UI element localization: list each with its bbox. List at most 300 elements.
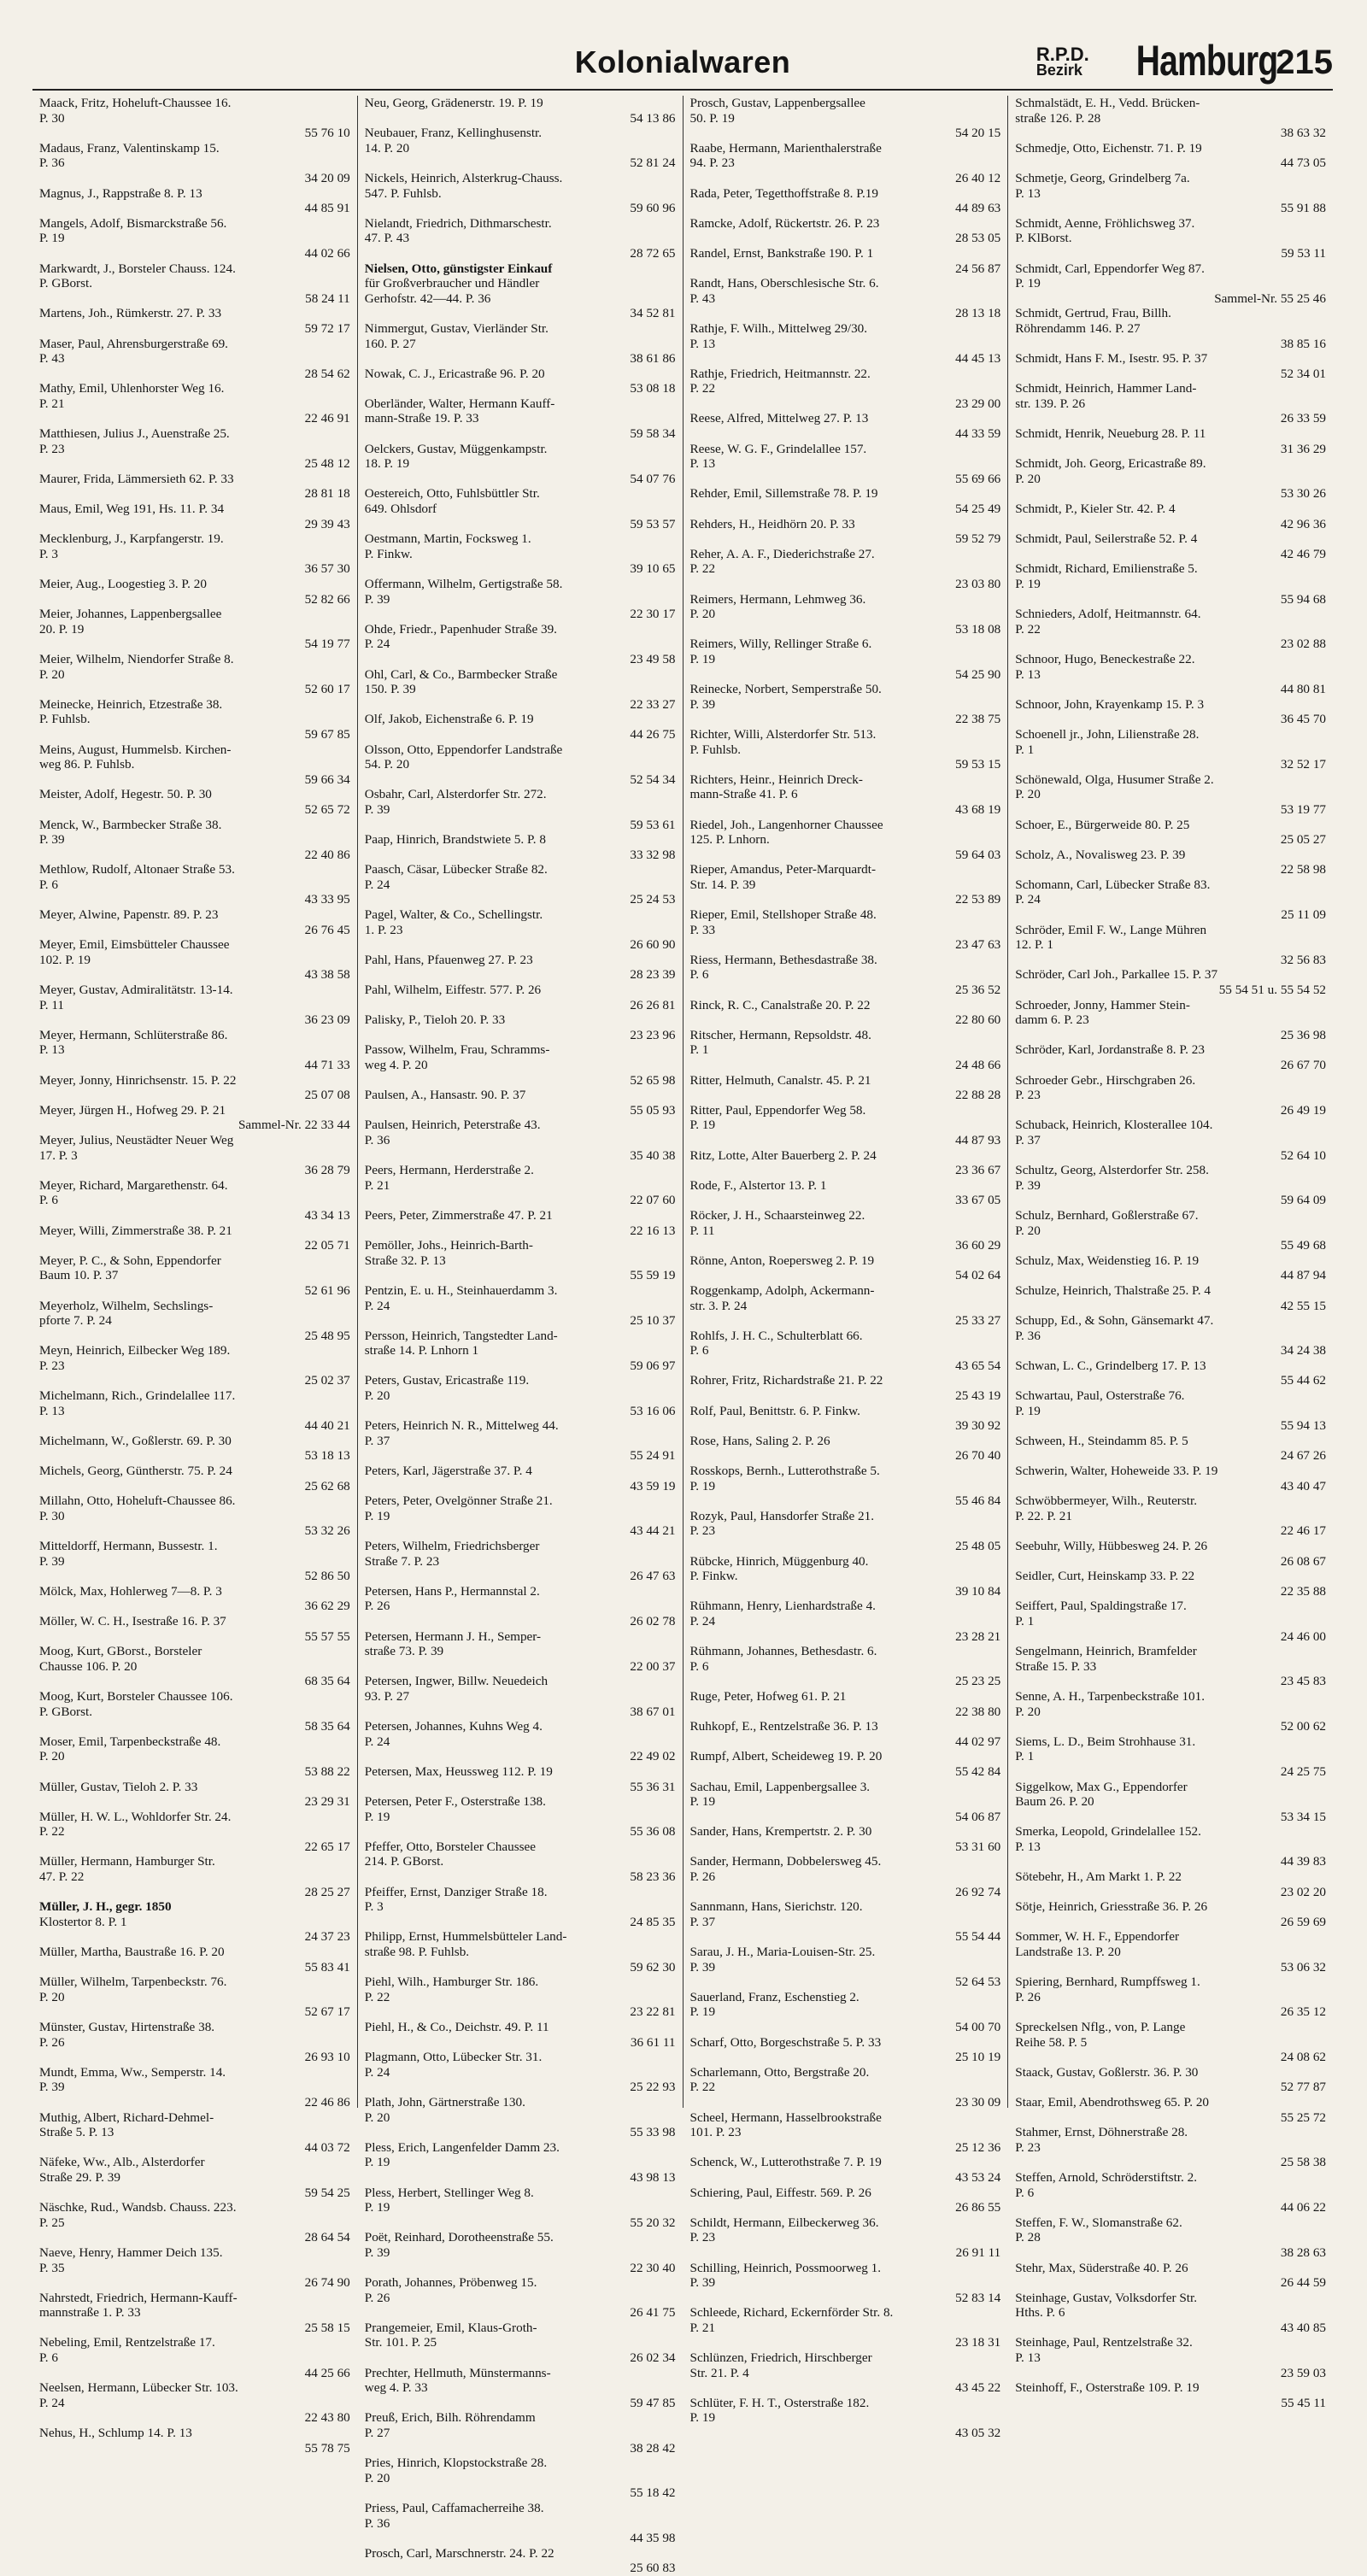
directory-entry (1015, 1283, 1326, 1313)
directory-entry (365, 321, 676, 367)
entry-line: 150. P. 39 (364, 682, 416, 697)
entry-line: 25 10 37 (630, 1313, 676, 1329)
entry-name-address: Ruhkopf, E., Rentzelstraße 36. P. 13 (689, 1719, 878, 1734)
entry-name-address: Steffen, F. W., Slomanstraße 62. (1015, 2215, 1182, 2230)
directory-entry (690, 2261, 1001, 2306)
entry-line: P. 22 (364, 1989, 390, 2004)
entry-name-address: Sötebehr, H., Am Markt 1. P. 22 (1015, 1869, 1182, 1885)
directory-entry (39, 2426, 350, 2456)
entry-name-address: Paap, Hinrich, Brandstwiete 5. P. 8 (364, 832, 546, 848)
directory-entry (39, 787, 350, 817)
directory-entry (365, 953, 676, 983)
entry-line: Röhrendamm 146. P. 27 (1015, 320, 1141, 336)
directory-entry (39, 2065, 350, 2110)
entry-line: P. 19 (364, 1508, 390, 1523)
directory-entry (365, 261, 676, 321)
entry-line: P. 43 (689, 290, 716, 306)
entry-line: 43 45 22 (955, 2380, 1001, 2396)
entry-line: 55 94 68 (1280, 591, 1326, 607)
entry-line: 26 44 59 (1280, 2275, 1326, 2291)
entry-name-address: Schulze, Heinrich, Thalstraße 25. P. 4 (1015, 1282, 1211, 1298)
directory-entry (365, 2230, 676, 2275)
directory-entry (365, 1418, 676, 1464)
directory-entry (690, 547, 1001, 592)
directory-entry (365, 983, 676, 1012)
entry-line: Straße 5. P. 13 (39, 2125, 114, 2140)
directory-entry (365, 531, 676, 577)
entry-line: 53 16 06 (630, 1403, 676, 1418)
entry-name-address: Oestereich, Otto, Fuhlsbüttler Str. (364, 486, 540, 502)
directory-entry (365, 1373, 676, 1418)
directory-entry (39, 96, 350, 141)
directory-entry (365, 2456, 676, 2501)
entry-line: damm 6. P. 23 (1015, 1012, 1089, 1028)
entry-name-address: Scharf, Otto, Borgeschstraße 5. P. 33 (689, 2034, 882, 2050)
entry-name-address: Moser, Emil, Tarpenbeckstraße 48. (39, 1734, 221, 1749)
directory-entry (1015, 772, 1326, 818)
entry-name-address: Scharlemann, Otto, Bergstraße 20. (689, 2064, 870, 2080)
entry-name-address: Schmidt, Gertrud, Frau, Billh. (1015, 306, 1171, 321)
entry-line: 59 53 15 (955, 757, 1001, 772)
directory-entry (1015, 1734, 1326, 1780)
directory-entry (365, 2050, 676, 2095)
entry-line: P. 26 (1015, 1989, 1041, 2004)
entry-name-address: Riess, Hermann, Bethesdastraße 38. (689, 952, 877, 967)
entry-line: 94. P. 23 (689, 155, 735, 171)
directory-entry (39, 2291, 350, 2336)
entry-line: 25 22 93 (630, 2080, 676, 2095)
directory-entry (39, 2380, 350, 2426)
entry-line: 28 54 62 (304, 366, 350, 381)
entry-name-address: Pahl, Wilhelm, Eiffestr. 577. P. 26 (364, 983, 542, 998)
directory-entry (39, 1644, 350, 1689)
entry-name-address: Neu, Georg, Grädenerstr. 19. P. 19 (364, 96, 543, 110)
entry-line: 26 59 69 (1280, 1914, 1326, 1929)
entry-name-address: Maser, Paul, Ahrensburgerstraße 69. (39, 336, 228, 351)
entry-line: 22 65 17 (304, 1839, 350, 1854)
region-abbreviation: R.P.D. (1036, 44, 1089, 65)
directory-entry (1015, 1358, 1326, 1388)
entry-name-address: Peers, Peter, Zimmerstraße 47. P. 21 (364, 1207, 553, 1223)
entry-line: P. 6 (39, 2350, 58, 2366)
entry-line: 52 65 72 (304, 801, 350, 817)
directory-entry (365, 367, 676, 396)
directory-entry (39, 607, 350, 652)
entry-line: 22 49 02 (630, 1749, 676, 1764)
entry-name-address: Ritter, Paul, Eppendorfer Weg 58. (689, 1102, 866, 1118)
entry-name-address: Reimers, Hermann, Lehmweg 36. (689, 591, 866, 607)
entry-line: P. 11 (689, 1223, 715, 1238)
directory-entry (690, 907, 1001, 953)
entry-line: 59 64 03 (955, 847, 1001, 862)
entry-line: P. 3 (39, 546, 58, 561)
directory-entry (1015, 381, 1326, 426)
directory-entry (39, 186, 350, 216)
entry-name-address: Sötje, Heinrich, Griesstraße 36. P. 26 (1015, 1899, 1208, 1915)
entry-name-address: Schomann, Carl, Lübecker Straße 83. (1015, 877, 1211, 892)
entry-name-address: Siggelkow, Max G., Eppendorfer (1015, 1779, 1188, 1794)
directory-entry (39, 1103, 350, 1133)
entry-line: P. 20 (364, 1388, 390, 1404)
entry-line: 53 19 77 (1280, 801, 1326, 817)
entry-line: P. 39 (689, 696, 716, 712)
directory-entry (1015, 652, 1326, 697)
directory-entry (365, 1719, 676, 1764)
directory-entry (365, 1584, 676, 1629)
entry-line: P. 43 (39, 351, 65, 367)
entry-line: 25 58 15 (304, 2320, 350, 2335)
directory-entry (39, 1133, 350, 1178)
directory-entry (39, 2335, 350, 2380)
entry-line: 26 08 67 (1280, 1553, 1326, 1569)
entry-name-address: Paasch, Cäsar, Lübecker Straße 82. (364, 862, 548, 877)
entry-name-address: Priess, Paul, Caffamacherreihe 38. (364, 2501, 544, 2515)
entry-line: 55 33 98 (630, 2125, 676, 2140)
directory-entry (39, 1539, 350, 1584)
directory-entry (365, 1118, 676, 1163)
entry-name-address: Olsson, Otto, Eppendorfer Landstraße (364, 742, 563, 757)
entry-name-address: Schoenell jr., John, Lilienstraße 28. (1015, 726, 1200, 742)
entry-line: 53 30 26 (1280, 486, 1326, 502)
entry-line: 25 36 52 (955, 983, 1001, 998)
directory-entry (365, 486, 676, 531)
entry-line: P. 26 (364, 1599, 390, 1614)
directory-entry (690, 321, 1001, 367)
directory-entry (365, 1674, 676, 1719)
entry-line: 23 28 21 (955, 1628, 1001, 1644)
entry-line: 53 31 60 (955, 1839, 1001, 1854)
entry-name-address: Methlow, Rudolf, Altonaer Straße 53. (39, 862, 235, 877)
entry-line: Sammel-Nr. 55 25 46 (1214, 290, 1326, 306)
directory-entry (690, 486, 1001, 516)
entry-line: straße 73. P. 39 (364, 1644, 444, 1659)
directory-entry (1015, 2335, 1326, 2380)
entry-line: 18. P. 19 (364, 456, 410, 472)
directory-entry (39, 1945, 350, 1975)
directory-entry (1015, 877, 1326, 923)
entry-line: P. 23 (1015, 1088, 1041, 1103)
entry-name-address: Mundt, Emma, Ww., Semperstr. 14. (39, 2064, 226, 2080)
entry-name-address: Meyn, Heinrich, Eilbecker Weg 189. (39, 1343, 231, 1358)
directory-entry (690, 1990, 1001, 2035)
entry-name-address: Neubauer, Franz, Kellinghusenstr. (364, 126, 543, 141)
entry-line: 22 05 71 (304, 1238, 350, 1253)
entry-line: 22 38 75 (955, 712, 1001, 727)
entry-line: P. 36 (1015, 1328, 1041, 1343)
directory-entry (39, 1028, 350, 1073)
entry-name-address: Markwardt, J., Borsteler Chauss. 124. (39, 261, 236, 276)
entry-line: Gerhofstr. 42—44. P. 36 (364, 290, 491, 306)
entry-line: P. 21 (39, 396, 65, 411)
entry-name-address: Rathje, F. Wilh., Mittelweg 29/30. (689, 320, 868, 336)
directory-entry (365, 2020, 676, 2050)
directory-entry (1015, 2261, 1326, 2291)
entry-line: P. 13 (1015, 2350, 1041, 2366)
entry-name-address: Sengelmann, Heinrich, Bramfelder (1015, 1644, 1197, 1659)
entry-line: 26 26 81 (630, 997, 676, 1012)
entry-line: P. 24 (39, 2395, 65, 2410)
entry-name-address: Schmidt, P., Kieler Str. 42. P. 4 (1015, 502, 1176, 517)
directory-entry (365, 622, 676, 667)
entry-line: P. 23 (1015, 2139, 1041, 2155)
entry-line: 55 42 84 (955, 1763, 1001, 1779)
entry-line: P. 24 (364, 1734, 390, 1749)
directory-entry (690, 727, 1001, 772)
entry-line: 1. P. 23 (364, 922, 403, 937)
entry-line: P. 21 (364, 1177, 390, 1193)
directory-entry (690, 141, 1001, 186)
entry-line: 50. P. 19 (689, 110, 735, 126)
entry-line: P. 39 (689, 2275, 716, 2291)
entry-line: P. 21 (689, 2320, 716, 2335)
directory-entry (1015, 96, 1326, 141)
entry-line: 43 40 85 (1280, 2320, 1326, 2335)
directory-entry (365, 1329, 676, 1374)
directory-entry (39, 1493, 350, 1539)
entry-name-address: Rieper, Emil, Stellshoper Straße 48. (689, 907, 877, 923)
entry-line: 43 98 13 (630, 2169, 676, 2185)
entry-line: P. 19 (689, 2410, 716, 2426)
entry-name-address: Rohrer, Fritz, Richardstraße 21. P. 22 (689, 1373, 883, 1388)
entry-line: 26 02 34 (630, 2350, 676, 2366)
entry-name-address: Richters, Heinr., Heinrich Dreck- (689, 772, 863, 787)
entry-line: 43 68 19 (955, 801, 1001, 817)
entry-name-address: Oestmann, Martin, Focksweg 1. (364, 531, 531, 547)
entry-line: 24 25 75 (1280, 1763, 1326, 1779)
entry-line: 26 60 90 (630, 937, 676, 953)
entry-name-address: Mecklenburg, J., Karpfangerstr. 19. (39, 531, 224, 547)
entry-name-address: Piehl, Wilh., Hamburger Str. 186. (364, 1975, 539, 1990)
entry-line: P. 19 (364, 2155, 390, 2170)
entry-line: 28 25 27 (304, 1884, 350, 1899)
region-block (1036, 37, 1333, 85)
entry-line: 22 38 80 (955, 1704, 1001, 1719)
entry-line: 26 02 78 (630, 1613, 676, 1628)
entry-name-address: Meier, Wilhelm, Niendorfer Straße 8. (39, 651, 234, 666)
entry-line: 31 36 29 (1280, 441, 1326, 456)
entry-line: 38 61 86 (630, 351, 676, 367)
entry-line: P. 20 (1015, 1223, 1041, 1238)
entry-line: 43 05 32 (955, 2426, 1001, 2441)
entry-name-address: Schween, H., Steindamm 85. P. 5 (1015, 1433, 1188, 1448)
directory-entry (365, 742, 676, 788)
entry-line: 59 54 25 (304, 2185, 350, 2200)
directory-entry (39, 1975, 350, 2020)
entry-line: 35 40 38 (630, 1147, 676, 1163)
directory-entry (1015, 2095, 1326, 2125)
entry-line: Chausse 106. P. 20 (39, 1658, 138, 1674)
directory-entry (1015, 607, 1326, 652)
entry-line: 25 48 95 (304, 1328, 350, 1343)
entry-line: 25 07 08 (304, 1088, 350, 1103)
directory-entry (690, 772, 1001, 818)
entry-line: Landstraße 13. P. 20 (1015, 1945, 1121, 1960)
entry-line: 25 10 19 (955, 2050, 1001, 2065)
entry-line: 14. P. 20 (364, 140, 410, 155)
directory-column-2 (358, 96, 684, 2576)
entry-line: 125. P. Lnhorn. (689, 832, 770, 848)
entry-line: 38 28 42 (630, 2440, 676, 2456)
entry-line: P. 37 (364, 1433, 390, 1448)
directory-entry (690, 818, 1001, 863)
entry-line: P. 20 (364, 2470, 390, 2485)
entry-name-address: Schröder, Karl, Jordanstraße 8. P. 23 (1015, 1042, 1205, 1058)
entry-line: 55 44 62 (1280, 1373, 1326, 1388)
entry-name-address: Schwerin, Walter, Hoheweide 33. P. 19 (1015, 1464, 1218, 1479)
entry-line: 58 35 64 (304, 1719, 350, 1734)
directory-entry (39, 1223, 350, 1253)
entry-line: 68 35 64 (304, 1674, 350, 1689)
entry-line: 44 26 75 (630, 726, 676, 742)
entry-line: 55 24 91 (630, 1448, 676, 1464)
directory-entry (1015, 1824, 1326, 1869)
entry-line: P. GBorst. (39, 276, 93, 291)
entry-name-address: Schmidt, Hans F. M., Isestr. 95. P. 37 (1015, 351, 1208, 367)
entry-name-address: Schleede, Richard, Eckernförder Str. 8. (689, 2305, 894, 2321)
directory-entry (1015, 351, 1326, 381)
entry-line: 25 12 36 (955, 2139, 1001, 2155)
entry-line: P. 6 (1015, 2185, 1035, 2200)
entry-name-address: Plath, John, Gärtnerstraße 130. (364, 2094, 525, 2110)
directory-entry (1015, 923, 1326, 968)
entry-line: 53 88 22 (304, 1763, 350, 1779)
entry-line: str. 3. P. 24 (689, 1298, 748, 1313)
entry-name-address: Sander, Hermann, Dobbelersweg 45. (689, 1854, 882, 1869)
entry-name-address: Meyer, P. C., & Sohn, Eppendorfer (39, 1253, 221, 1268)
entry-line: P. 39 (1015, 1177, 1041, 1193)
directory-entry (39, 652, 350, 697)
entry-name-address: Meyer, Alwine, Papenstr. 89. P. 23 (39, 907, 219, 923)
entry-line: 25 43 19 (955, 1388, 1001, 1404)
entry-name-address: Reese, Alfred, Mittelweg 27. P. 13 (689, 411, 869, 426)
directory-entry (39, 2155, 350, 2200)
region-district-label: Bezirk (1036, 62, 1082, 79)
directory-entry (39, 1253, 350, 1299)
directory-entry (690, 1689, 1001, 1719)
entry-name-address: Schnieders, Adolf, Heitmannstr. 64. (1015, 607, 1201, 622)
directory-entry (690, 1373, 1001, 1403)
entry-line: 22 53 89 (955, 892, 1001, 907)
entry-name-address: Pless, Erich, Langenfelder Damm 23. (364, 2139, 560, 2155)
entry-line: 43 53 24 (955, 2169, 1001, 2185)
entry-line: 160. P. 27 (364, 336, 416, 351)
entry-line: 55 25 72 (1280, 2110, 1326, 2125)
entry-name-address: Nielandt, Friedrich, Dithmarschestr. (364, 215, 552, 231)
entry-line: 38 85 16 (1280, 336, 1326, 351)
entry-line: P. 1 (1015, 1749, 1035, 1764)
entry-name-address: Pagel, Walter, & Co., Schellingstr. (364, 907, 543, 923)
directory-entry (365, 2366, 676, 2411)
entry-name-address: Petersen, Peter F., Osterstraße 138. (364, 1794, 546, 1810)
entry-line: 44 06 22 (1280, 2200, 1326, 2215)
directory-entry (1015, 261, 1326, 307)
directory-entry (39, 1073, 350, 1103)
directory-entry (39, 1780, 350, 1810)
entry-name-address: Schilling, Heinrich, Possmoorweg 1. (689, 2260, 882, 2275)
page-title: Kolonialwaren (574, 44, 791, 79)
entry-name-address: Schmidt, Carl, Eppendorfer Weg 87. (1015, 261, 1205, 276)
entry-line: 44 80 81 (1280, 682, 1326, 697)
entry-name-address: Porath, Johannes, Pröbenweg 15. (364, 2275, 537, 2291)
entry-line: 44 87 93 (955, 1132, 1001, 1147)
entry-name-address: Seebuhr, Willy, Hübbesweg 24. P. 26 (1015, 1539, 1208, 1553)
entry-name-address: Matthiesen, Julius J., Auenstraße 25. (39, 426, 230, 442)
entry-line: 43 59 19 (630, 1478, 676, 1493)
entry-line: 59 67 85 (304, 726, 350, 742)
entry-name-address: Reinecke, Norbert, Semperstraße 50. (689, 682, 882, 697)
directory-entry (365, 577, 676, 622)
directory-entry (690, 411, 1001, 441)
entry-line: 23 47 63 (955, 937, 1001, 953)
directory-entry (1015, 2291, 1326, 2336)
directory-entry (39, 983, 350, 1028)
entry-name-address: Schildt, Hermann, Eilbeckerweg 36. (689, 2215, 879, 2230)
entry-name-address: Reher, A. A. F., Diederichstraße 27. (689, 546, 875, 561)
entry-line: P. 20 (364, 2110, 390, 2125)
directory-entry (39, 697, 350, 742)
entry-line: 26 93 10 (304, 2050, 350, 2065)
directory-entry (1015, 1869, 1326, 1899)
entry-name-address: Müller, Wilhelm, Tarpenbeckstr. 76. (39, 1975, 227, 1990)
entry-line: 59 52 79 (955, 531, 1001, 547)
entry-name-address: Naeve, Henry, Hammer Deich 135. (39, 2244, 223, 2260)
entry-line: P. 20 (689, 607, 716, 622)
entry-name-address: Nehus, H., Schlump 14. P. 13 (39, 2426, 192, 2441)
entry-line: 43 44 21 (630, 1523, 676, 1539)
entry-line: P. 26 (364, 2290, 390, 2305)
entry-name-address: Steffen, Arnold, Schröderstiftstr. 2. (1015, 2169, 1197, 2185)
entry-line: 17. P. 3 (39, 1147, 78, 1163)
entry-name-address: Petersen, Hermann J. H., Semper- (364, 1628, 542, 1644)
entry-line: 55 05 93 (630, 1102, 676, 1118)
entry-name-address: Schlüter, F. H. T., Osterstraße 182. (689, 2395, 870, 2410)
entry-line: 44 02 66 (304, 245, 350, 261)
entry-line: 25 48 12 (304, 456, 350, 472)
entry-line: P. 24 (364, 2064, 390, 2080)
directory-entry (39, 577, 350, 607)
entry-line: 102. P. 19 (39, 952, 91, 967)
entry-name-address: Pahl, Hans, Pfauenweg 27. P. 23 (364, 952, 533, 967)
directory-entry (39, 1434, 350, 1464)
directory-entry (39, 337, 350, 382)
entry-line: P. 20 (1015, 471, 1041, 486)
entry-line: P. 39 (364, 591, 390, 607)
entry-line: 25 02 37 (304, 1373, 350, 1388)
entry-line: 25 05 27 (1280, 832, 1326, 848)
directory-entry (690, 1509, 1001, 1554)
directory-entry (690, 1028, 1001, 1073)
directory-entry (365, 2186, 676, 2231)
entry-line: 24 85 35 (630, 1914, 676, 1929)
entry-name-address: Schönewald, Olga, Husumer Straße 2. (1015, 772, 1214, 787)
entry-line: 59 64 09 (1280, 1193, 1326, 1208)
entry-line: mann-Straße 19. P. 33 (364, 411, 479, 426)
entry-line: P. 13 (39, 1042, 65, 1058)
entry-name-address: Nebeling, Emil, Rentzelstraße 17. (39, 2335, 215, 2350)
entry-name-address: Muthig, Albert, Richard-Dehmel- (39, 2110, 214, 2125)
entry-line: 44 40 21 (304, 1418, 350, 1434)
entry-line: 55 78 75 (304, 2440, 350, 2456)
directory-entry (1015, 1042, 1326, 1072)
entry-line: P. 13 (39, 1403, 65, 1418)
entry-line: 55 83 41 (304, 1959, 350, 1975)
entry-name-address: Scholz, A., Novalisweg 23. P. 39 (1015, 847, 1186, 862)
entry-name-address: Moog, Kurt, Borsteler Chaussee 106. (39, 1688, 233, 1704)
entry-line: 53 18 13 (304, 1448, 350, 1464)
entry-line: 52 86 50 (304, 1569, 350, 1584)
entry-line: 44 39 83 (1280, 1854, 1326, 1869)
entry-name-address: Schröder, Emil F. W., Lange Mühren (1015, 922, 1207, 937)
